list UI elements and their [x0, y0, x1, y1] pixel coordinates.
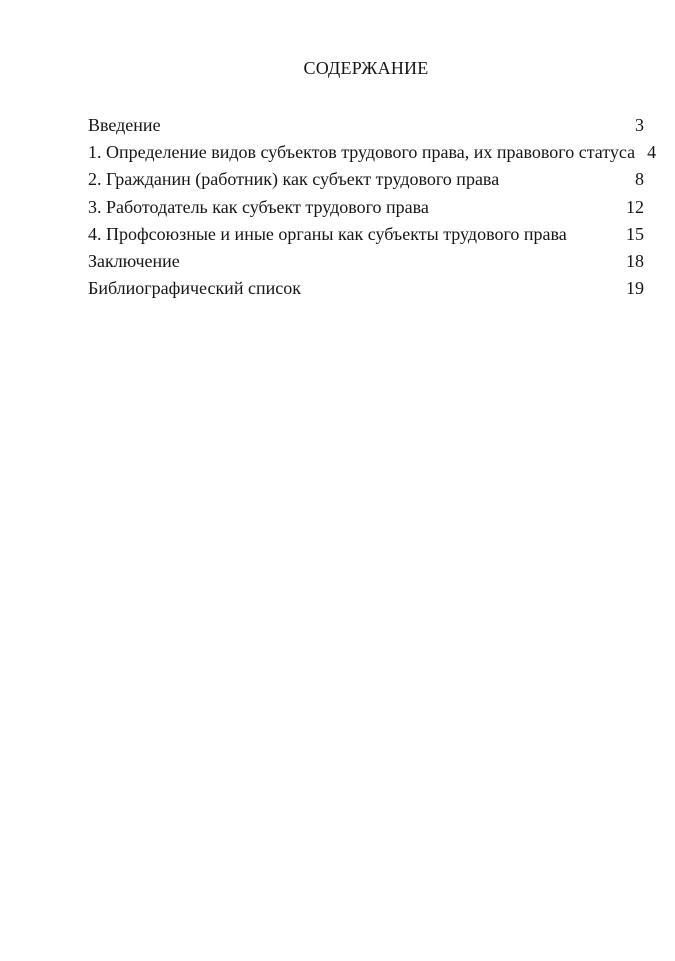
toc-entry-page-number: 8 — [635, 169, 644, 190]
toc-entry-label: 4. Профсоюзные и иные органы как субъекты трудового права — [88, 223, 567, 244]
toc-entry-label: Введение — [88, 115, 161, 135]
toc-heading: СОДЕРЖАНИЕ — [303, 58, 429, 78]
toc-row — [88, 275, 644, 302]
toc-entry-page-number: 19 — [626, 278, 644, 299]
toc-entry-page-number: 15 — [626, 223, 644, 244]
toc-entry-label: 1. Определение видов субъектов трудового права, их правового статуса — [88, 142, 636, 163]
toc-entry-label: Библиографический список — [88, 278, 301, 299]
toc-entry-label: 3. Работодатель как субъект трудового права — [88, 196, 429, 217]
toc-entry-page-number: 12 — [626, 196, 644, 217]
toc-row — [88, 166, 644, 193]
toc-row — [88, 221, 644, 248]
toc-row — [88, 248, 644, 275]
toc-row — [88, 139, 657, 166]
toc-entry-page-number: 4 — [647, 142, 657, 163]
toc-row — [88, 112, 644, 139]
toc-entry-label: 2. Гражданин (работник) как субъект трудового права — [88, 169, 500, 190]
toc-entry-page-number: 3 — [635, 115, 644, 135]
toc-entry-label: Заключение — [88, 251, 180, 272]
toc-row — [88, 194, 644, 221]
table-of-contents — [88, 112, 657, 302]
toc-entry-page-number: 18 — [626, 251, 644, 272]
